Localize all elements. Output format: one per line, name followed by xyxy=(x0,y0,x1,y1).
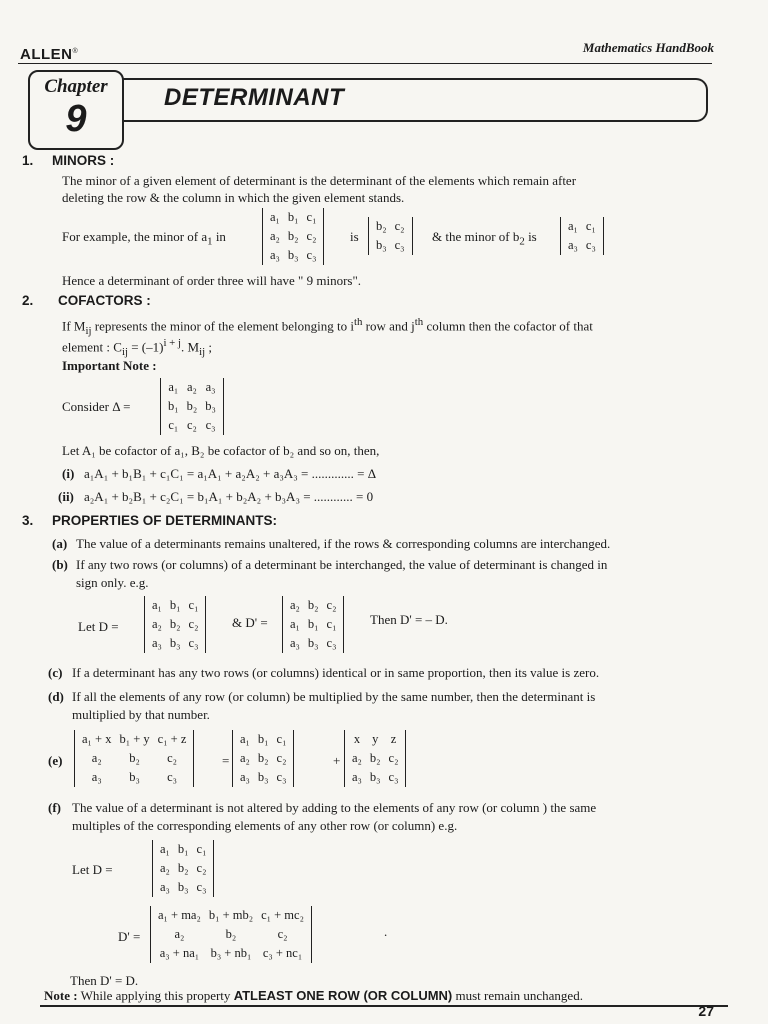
matrix-m3 xyxy=(148,596,202,653)
matrix-row xyxy=(372,217,409,236)
matrix-cell: b₂ xyxy=(369,751,381,765)
matrix-cell: b₃ xyxy=(169,636,181,650)
section-2-title: COFACTORS : xyxy=(58,293,151,308)
matrix-d-prime-b xyxy=(286,596,340,653)
det-e-left xyxy=(74,730,194,787)
matrix-cell: b₁ xyxy=(168,399,179,413)
matrix-cell: c₂ xyxy=(276,751,287,765)
matrix-cell: c₁ xyxy=(306,210,317,224)
matrix-cell: c₁ xyxy=(276,732,287,746)
matrix-cell: z xyxy=(390,732,397,746)
matrix-cell: a₃ + na₁ xyxy=(159,946,200,960)
matrix-cell: a₃ xyxy=(290,636,300,650)
prop-f-let: Let D = xyxy=(72,862,113,877)
matrix-cell: a₂ xyxy=(152,617,162,631)
matrix-cell: c₂ xyxy=(388,751,399,765)
matrix-cell: b₂ xyxy=(169,617,181,631)
matrix-cell: c₃ xyxy=(306,248,317,262)
s2-item-ii-label: (ii) xyxy=(58,489,74,504)
matrix-cell: a₃ xyxy=(152,636,162,650)
matrix-cell: c₂ xyxy=(188,617,199,631)
matrix-row xyxy=(156,878,210,897)
matrix-cell: a₂ xyxy=(174,927,185,941)
section-3-number: 3. xyxy=(22,513,34,528)
det-f-d-prime xyxy=(150,906,312,963)
matrix-row xyxy=(266,208,320,227)
matrix-cell: c₂ xyxy=(186,418,197,432)
matrix-cell: b₂ xyxy=(129,751,140,765)
prop-d-text-1: If all the elements of any row (or column) be multiplied by the same number, then the determinant is xyxy=(72,689,596,704)
prop-b-let: Let D = xyxy=(78,619,119,634)
prop-a-label: (a) xyxy=(52,536,68,551)
matrix-cell: x xyxy=(353,732,361,746)
page-number: 27 xyxy=(698,1003,714,1019)
matrix-f-prime xyxy=(154,906,308,963)
det-e-mid xyxy=(232,730,294,787)
matrix-cell: c₂ xyxy=(196,861,207,875)
matrix-cell: b₁ + y xyxy=(119,732,150,746)
matrix-minor-a1 xyxy=(372,217,409,255)
matrix-m3 xyxy=(266,208,320,265)
matrix-cell: b₃ xyxy=(129,770,140,784)
prop-d-label: (d) xyxy=(48,689,64,704)
matrix-cell: b₃ xyxy=(307,636,319,650)
prop-f-then: Then D' = D. xyxy=(70,973,139,988)
matrix-cell: a₃ xyxy=(205,380,216,394)
prop-f-text-2: multiples of the corresponding elements of any other row (or column) e.g. xyxy=(72,818,458,833)
prop-e-label: (e) xyxy=(48,753,63,768)
chapter-badge xyxy=(28,70,124,150)
matrix-cell: a₂ xyxy=(240,751,250,765)
matrix-cell: c₁ xyxy=(585,219,596,233)
matrix-cell: c₂ xyxy=(306,229,317,243)
matrix-cell: y xyxy=(372,732,379,746)
s2-para-line-2: element : $C_{ij} = (-1)^{i + j}$. $M_{ij}$ ; xyxy=(62,337,212,358)
s2-para-line-1: If $M_{ij}$ represents the minor of the element belonging to $i^{th}$ row and $j^{th}$ column then the cofactor of that xyxy=(62,316,593,337)
matrix-cell: a₂ xyxy=(352,751,362,765)
matrix-m3 xyxy=(156,840,210,897)
matrix-row xyxy=(154,925,308,944)
matrix-cell: a₁ xyxy=(168,380,179,394)
chapter-title: DETERMINANT xyxy=(164,84,345,111)
matrix-cell: a₂ xyxy=(186,380,197,394)
matrix-cell: a₁ xyxy=(152,598,162,612)
matrix-row xyxy=(348,768,402,787)
prop-b-label: (b) xyxy=(52,557,68,572)
det-3x3-example xyxy=(262,208,324,265)
brand-logo: ALLEN® xyxy=(20,46,79,63)
matrix-row xyxy=(148,596,202,615)
matrix-minor-b2 xyxy=(564,217,600,255)
matrix-row xyxy=(148,615,202,634)
matrix-row xyxy=(372,236,409,255)
matrix-e-right xyxy=(348,730,402,787)
matrix-cell: b₃ xyxy=(257,770,269,784)
matrix-cell: b₃ xyxy=(287,248,299,262)
matrix-cell: c₃ xyxy=(585,238,596,252)
s2-item-i-text: a₁A₁ + b₁B₁ + c₁C₁ = a₁A₁ + a₂A₂ + a₃A₃ = ............. = Δ xyxy=(84,466,377,481)
matrix-row xyxy=(148,634,202,653)
matrix-cell: a₃ xyxy=(91,770,102,784)
prop-f-dot: . xyxy=(384,924,388,939)
prop-b-then: Then D' = – D. xyxy=(370,612,448,627)
prop-c-label: (c) xyxy=(48,665,63,680)
matrix-row xyxy=(156,859,210,878)
matrix-cell: c₁ xyxy=(168,418,179,432)
matrix-cell: c₃ + nc₁ xyxy=(262,946,303,960)
matrix-cell: a₁ xyxy=(270,210,280,224)
consider-text: Consider Δ = xyxy=(62,399,131,414)
matrix-cell: b₂ xyxy=(225,927,237,941)
matrix-cell: a₃ xyxy=(240,770,250,784)
section-1-number: 1. xyxy=(22,153,34,168)
footer-rule xyxy=(40,1005,728,1007)
prop-b-text-2: sign only. e.g. xyxy=(76,575,149,590)
matrix-cell: c₁ xyxy=(188,598,199,612)
prop-b-and: & D' = xyxy=(232,615,268,630)
chapter-number: 9 xyxy=(65,98,87,140)
s1-minor-b2-text: & the minor of $b_2$ is xyxy=(432,229,537,248)
matrix-cell: c₃ xyxy=(388,770,399,784)
det-minor-b2 xyxy=(560,217,604,255)
matrix-cell: b₁ xyxy=(169,598,181,612)
s1-conclusion: Hence a determinant of order three will have " 9 minors". xyxy=(62,273,362,288)
matrix-cell: c₁ + mc₂ xyxy=(261,908,304,922)
matrix-cell: b₁ xyxy=(177,842,189,856)
matrix-cell: a₁ xyxy=(290,617,300,631)
s2-item-ii-text: a₂A₁ + b₂B₁ + c₂C₁ = b₁A₁ + b₂A₂ + b₃A₃ = ............ = 0 xyxy=(84,489,374,504)
important-note-label: Important Note : xyxy=(62,358,157,373)
matrix-cell: b₂ xyxy=(376,219,387,233)
prop-b-text-1: If any two rows (or columns) of a determinant be interchanged, the value of determinant is changed in xyxy=(76,557,608,572)
matrix-row xyxy=(286,615,340,634)
matrix-row xyxy=(286,634,340,653)
matrix-e-left xyxy=(78,730,190,787)
matrix-cell: a₃ xyxy=(160,880,170,894)
matrix-row xyxy=(164,378,220,397)
s1-para-line-2: deleting the row & the column in which the given element stands. xyxy=(62,190,405,205)
matrix-cell: b₂ xyxy=(257,751,269,765)
prop-a-text: The value of a determinants remains unaltered, if the rows & corresponding columns are interchanged. xyxy=(76,536,611,551)
matrix-row xyxy=(78,749,190,768)
matrix-cell: c₁ xyxy=(326,617,337,631)
matrix-row xyxy=(348,730,402,749)
matrix-row xyxy=(78,730,190,749)
matrix-row xyxy=(78,768,190,787)
matrix-cell: b₁ + mb₂ xyxy=(208,908,254,922)
matrix-row xyxy=(236,749,290,768)
property-note: Note : While applying this property ATLEAST ONE ROW (OR COLUMN) must remain unchanged. xyxy=(44,988,583,1003)
s1-para-line-1: The minor of a given element of determinant is the determinant of the elements which remain after xyxy=(62,173,577,188)
matrix-cell: a₁ + x xyxy=(82,732,112,746)
prop-e-equals: = xyxy=(222,753,230,768)
matrix-cell: a₂ xyxy=(270,229,280,243)
matrix-cell: b₁ xyxy=(307,617,319,631)
matrix-cell: b₃ xyxy=(376,238,387,252)
matrix-row xyxy=(164,416,220,435)
matrix-cell: a₂ xyxy=(160,861,170,875)
matrix-cell: a₁ xyxy=(568,219,578,233)
section-2-number: 2. xyxy=(22,293,34,308)
s2-let-line: Let A₁ be cofactor of a₁, B₂ be cofactor of b₂ and so on, then, xyxy=(62,443,380,458)
matrix-cell: b₂ xyxy=(307,598,319,612)
matrix-row xyxy=(236,730,290,749)
matrix-cell: a₂ xyxy=(91,751,102,765)
matrix-cell: b₁ xyxy=(287,210,299,224)
matrix-cell: c₁ xyxy=(196,842,207,856)
matrix-cell: a₁ xyxy=(240,732,250,746)
matrix-cell: c₂ xyxy=(394,219,405,233)
matrix-cell: a₂ xyxy=(290,598,300,612)
matrix-cell: b₂ xyxy=(186,399,198,413)
matrix-cell: b₃ xyxy=(177,880,189,894)
matrix-row xyxy=(286,596,340,615)
header-rule xyxy=(18,63,712,64)
prop-d-text-2: multiplied by that number. xyxy=(72,707,210,722)
chapter-label: Chapter xyxy=(44,76,108,97)
matrix-cell: b₃ xyxy=(205,399,216,413)
matrix-cell: c₂ xyxy=(326,598,337,612)
s1-is-text: is xyxy=(350,229,359,244)
matrix-cell: c₃ xyxy=(326,636,337,650)
det-f-d xyxy=(152,840,214,897)
det-delta xyxy=(160,378,224,435)
matrix-row xyxy=(154,944,308,963)
matrix-row xyxy=(266,227,320,246)
matrix-cell: c₃ xyxy=(167,770,177,784)
section-1-title: MINORS : xyxy=(52,153,115,168)
prop-c-text: If a determinant has any two rows (or columns) identical or in same proportion, then its value is zero. xyxy=(72,665,600,680)
matrix-cell: b₃ + nb₁ xyxy=(210,946,252,960)
matrix-row xyxy=(266,246,320,265)
matrix-cell: c₂ xyxy=(277,927,288,941)
matrix-cell: b₃ xyxy=(369,770,381,784)
matrix-cell: a₃ xyxy=(270,248,280,262)
matrix-cell: c₃ xyxy=(188,636,199,650)
matrix-cell: a₃ xyxy=(352,770,362,784)
prop-f-text-1: The value of a determinant is not altered by adding to the elements of any row (or column ) the same xyxy=(72,800,597,815)
matrix-row xyxy=(564,217,600,236)
running-title: Mathematics HandBook xyxy=(582,40,714,55)
matrix-row xyxy=(564,236,600,255)
prop-f-dprime: D' = xyxy=(118,929,141,944)
prop-f-label: (f) xyxy=(48,800,61,815)
matrix-delta xyxy=(164,378,220,435)
section-3-title: PROPERTIES OF DETERMINANTS: xyxy=(52,513,278,528)
matrix-cell: b₂ xyxy=(287,229,299,243)
matrix-row xyxy=(154,906,308,925)
matrix-m3 xyxy=(236,730,290,787)
det-minor-a1 xyxy=(368,217,413,255)
matrix-cell: c₃ xyxy=(276,770,287,784)
matrix-cell: c₃ xyxy=(205,418,216,432)
det-d-prime xyxy=(282,596,344,653)
prop-e-plus: + xyxy=(333,753,341,768)
matrix-row xyxy=(164,397,220,416)
s1-example-text: For example, the minor of $a_1$ in xyxy=(62,229,226,248)
det-e-right xyxy=(344,730,406,787)
matrix-cell: c₃ xyxy=(196,880,207,894)
matrix-cell: b₂ xyxy=(177,861,189,875)
matrix-row xyxy=(348,749,402,768)
matrix-row xyxy=(156,840,210,859)
s2-item-i-label: (i) xyxy=(62,466,75,481)
matrix-row xyxy=(236,768,290,787)
matrix-cell: b₁ xyxy=(257,732,269,746)
matrix-cell: a₃ xyxy=(568,238,578,252)
matrix-cell: c₂ xyxy=(167,751,177,765)
det-d xyxy=(144,596,206,653)
matrix-cell: c₁ + z xyxy=(157,732,187,746)
matrix-cell: c₃ xyxy=(394,238,405,252)
matrix-cell: a₁ xyxy=(160,842,170,856)
matrix-cell: a₁ + ma₂ xyxy=(158,908,201,922)
